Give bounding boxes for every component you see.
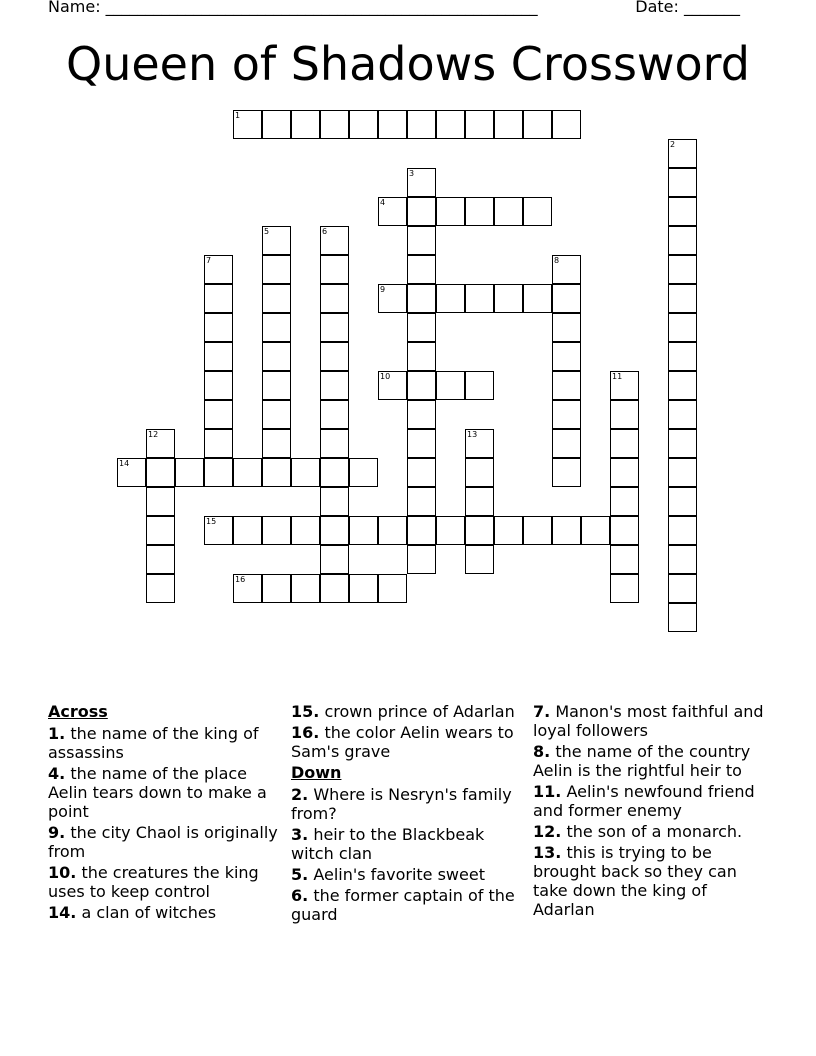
clue-down-12 — [533, 822, 773, 841]
cell-number: 11 — [612, 372, 623, 381]
grid-cell[interactable] — [581, 516, 610, 545]
grid-cell[interactable] — [668, 255, 697, 284]
grid-cell[interactable] — [668, 342, 697, 371]
clue-number: 11. — [533, 782, 562, 801]
grid-cell[interactable] — [436, 371, 465, 400]
clue-down-11 — [533, 782, 773, 820]
grid-cell[interactable] — [668, 516, 697, 545]
clue-number: 10. — [48, 863, 77, 882]
grid-cell[interactable] — [262, 574, 291, 603]
cell-number: 2 — [670, 140, 676, 149]
grid-cell[interactable] — [610, 429, 639, 458]
clue-text: the color Aelin wears to Sam's grave — [291, 723, 514, 761]
clue-text: the former captain of the guard — [291, 886, 515, 924]
clue-across-4 — [48, 764, 280, 821]
grid-cell[interactable] — [523, 516, 552, 545]
grid-cell[interactable] — [407, 545, 436, 574]
grid-cell[interactable] — [494, 516, 523, 545]
header — [48, 0, 740, 19]
cell-number: 10 — [380, 372, 391, 381]
grid-cell[interactable] — [320, 284, 349, 313]
clue-number: 9. — [48, 823, 66, 842]
grid-cell[interactable] — [146, 487, 175, 516]
cell-number: 6 — [322, 227, 328, 236]
grid-cell[interactable] — [262, 400, 291, 429]
grid-cell[interactable] — [668, 487, 697, 516]
crossword-grid — [117, 110, 699, 634]
grid-cell[interactable] — [320, 110, 349, 139]
grid-cell[interactable] — [378, 516, 407, 545]
clues-column-2 — [291, 702, 523, 926]
grid-cell[interactable] — [378, 197, 407, 226]
grid-cell[interactable] — [407, 313, 436, 342]
grid-cell[interactable] — [378, 371, 407, 400]
clue-down-2 — [291, 785, 523, 823]
grid-cell[interactable] — [465, 516, 494, 545]
grid-cell[interactable] — [407, 487, 436, 516]
grid-cell[interactable] — [552, 516, 581, 545]
grid-cell[interactable] — [610, 516, 639, 545]
down-heading: Down — [291, 763, 342, 782]
grid-cell[interactable] — [668, 284, 697, 313]
grid-cell[interactable] — [552, 458, 581, 487]
grid-cell[interactable] — [204, 284, 233, 313]
grid-cell[interactable] — [204, 371, 233, 400]
grid-cell[interactable] — [552, 255, 581, 284]
grid-cell[interactable] — [146, 516, 175, 545]
clue-text: Where is Nesryn's family from? — [291, 785, 512, 823]
grid-cell[interactable] — [407, 255, 436, 284]
clue-number: 6. — [291, 886, 309, 905]
cell-number: 14 — [119, 459, 130, 468]
grid-cell[interactable] — [320, 545, 349, 574]
grid-cell[interactable] — [204, 342, 233, 371]
clue-number: 14. — [48, 903, 77, 922]
grid-cell[interactable] — [146, 545, 175, 574]
grid-cell[interactable] — [262, 516, 291, 545]
grid-cell[interactable] — [349, 516, 378, 545]
grid-cell[interactable] — [668, 603, 697, 632]
date-field-line[interactable]: Date: _______ — [635, 0, 740, 16]
grid-cell[interactable] — [494, 284, 523, 313]
clue-down-13 — [533, 843, 773, 919]
grid-cell[interactable] — [552, 284, 581, 313]
clue-text: a clan of witches — [81, 903, 217, 922]
grid-cell[interactable] — [320, 487, 349, 516]
grid-cell[interactable] — [552, 371, 581, 400]
grid-cell[interactable] — [320, 226, 349, 255]
clue-text: Aelin's favorite sweet — [313, 865, 485, 884]
clue-text: the city Chaol is originally from — [48, 823, 278, 861]
grid-cell[interactable] — [262, 255, 291, 284]
clue-text: Manon's most faithful and loyal followers — [533, 702, 764, 740]
grid-cell[interactable] — [233, 574, 262, 603]
grid-cell[interactable] — [465, 284, 494, 313]
grid-cell[interactable] — [668, 400, 697, 429]
grid-cell[interactable] — [436, 197, 465, 226]
grid-cell[interactable] — [320, 429, 349, 458]
name-field-line[interactable]: Name: ______________________________________________________ — [48, 0, 538, 16]
cell-number: 9 — [380, 285, 386, 294]
grid-cell[interactable] — [407, 429, 436, 458]
grid-cell[interactable] — [262, 342, 291, 371]
grid-cell[interactable] — [668, 226, 697, 255]
grid-cell[interactable] — [233, 458, 262, 487]
grid-cell[interactable] — [262, 226, 291, 255]
clue-text: heir to the Blackbeak witch clan — [291, 825, 485, 863]
grid-cell[interactable] — [204, 429, 233, 458]
cell-number: 4 — [380, 198, 386, 207]
grid-cell[interactable] — [668, 574, 697, 603]
clues-column-1 — [48, 702, 280, 924]
clue-across-9 — [48, 823, 280, 861]
clue-number: 4. — [48, 764, 66, 783]
grid-cell[interactable] — [407, 226, 436, 255]
clue-across-15 — [291, 702, 523, 721]
grid-cell[interactable] — [262, 284, 291, 313]
grid-cell[interactable] — [204, 516, 233, 545]
grid-cell[interactable] — [407, 516, 436, 545]
clue-down-7 — [533, 702, 773, 740]
grid-cell[interactable] — [349, 574, 378, 603]
clue-number: 5. — [291, 865, 309, 884]
grid-cell[interactable] — [552, 342, 581, 371]
grid-cell[interactable] — [204, 255, 233, 284]
grid-cell[interactable] — [320, 342, 349, 371]
cell-number: 5 — [264, 227, 270, 236]
cell-number: 3 — [409, 169, 415, 178]
grid-cell[interactable] — [668, 168, 697, 197]
grid-cell[interactable] — [668, 313, 697, 342]
clue-text: this is trying to be brought back so they can take down the king of Adarlan — [533, 843, 737, 919]
grid-cell[interactable] — [175, 458, 204, 487]
page-title: Queen of Shadows Crossword — [66, 37, 750, 91]
grid-cell[interactable] — [291, 574, 320, 603]
grid-cell[interactable] — [349, 110, 378, 139]
cell-number: 1 — [235, 111, 241, 120]
clue-number: 12. — [533, 822, 562, 841]
cell-number: 13 — [467, 430, 478, 439]
grid-cell[interactable] — [610, 458, 639, 487]
clue-across-10 — [48, 863, 280, 901]
grid-cell[interactable] — [668, 197, 697, 226]
grid-cell[interactable] — [378, 110, 407, 139]
grid-cell[interactable] — [465, 545, 494, 574]
grid-cell[interactable] — [610, 545, 639, 574]
grid-cell[interactable] — [465, 371, 494, 400]
clues-column-3 — [533, 702, 773, 921]
grid-cell[interactable] — [523, 110, 552, 139]
grid-cell[interactable] — [117, 458, 146, 487]
clue-text: the creatures the king uses to keep control — [48, 863, 259, 901]
cell-number: 7 — [206, 256, 212, 265]
grid-cell[interactable] — [320, 400, 349, 429]
grid-cell[interactable] — [610, 487, 639, 516]
grid-cell[interactable] — [349, 458, 378, 487]
grid-cell[interactable] — [494, 110, 523, 139]
grid-cell[interactable] — [407, 110, 436, 139]
grid-cell[interactable] — [291, 110, 320, 139]
grid-cell[interactable] — [523, 284, 552, 313]
grid-cell[interactable] — [465, 110, 494, 139]
grid-cell[interactable] — [320, 516, 349, 545]
cell-number: 8 — [554, 256, 560, 265]
clue-text: Aelin's newfound friend and former enemy — [533, 782, 755, 820]
grid-cell[interactable] — [668, 545, 697, 574]
grid-cell[interactable] — [291, 458, 320, 487]
grid-cell[interactable] — [378, 284, 407, 313]
grid-cell[interactable] — [465, 429, 494, 458]
across-heading: Across — [48, 702, 108, 721]
clue-number: 13. — [533, 843, 562, 862]
grid-cell[interactable] — [407, 458, 436, 487]
grid-cell[interactable] — [465, 487, 494, 516]
grid-cell[interactable] — [204, 400, 233, 429]
clue-text: crown prince of Adarlan — [324, 702, 515, 721]
grid-cell[interactable] — [436, 110, 465, 139]
clue-number: 16. — [291, 723, 320, 742]
clue-text: the son of a monarch. — [566, 822, 743, 841]
grid-cell[interactable] — [204, 458, 233, 487]
grid-cell[interactable] — [320, 255, 349, 284]
grid-cell[interactable] — [436, 516, 465, 545]
clue-text: the name of the king of assassins — [48, 724, 259, 762]
clue-number: 15. — [291, 702, 320, 721]
grid-cell[interactable] — [146, 458, 175, 487]
grid-cell[interactable] — [407, 168, 436, 197]
grid-cell[interactable] — [233, 516, 262, 545]
cell-number: 16 — [235, 575, 246, 584]
grid-cell[interactable] — [465, 458, 494, 487]
grid-cell[interactable] — [262, 458, 291, 487]
clue-number: 7. — [533, 702, 551, 721]
grid-cell[interactable] — [320, 371, 349, 400]
grid-cell[interactable] — [668, 371, 697, 400]
grid-cell[interactable] — [146, 574, 175, 603]
cell-number: 12 — [148, 430, 159, 439]
grid-cell[interactable] — [262, 110, 291, 139]
grid-cell[interactable] — [610, 371, 639, 400]
clue-down-8 — [533, 742, 773, 780]
clue-number: 3. — [291, 825, 309, 844]
grid-cell[interactable] — [552, 400, 581, 429]
grid-cell[interactable] — [407, 342, 436, 371]
grid-cell[interactable] — [233, 110, 262, 139]
grid-cell[interactable] — [668, 458, 697, 487]
grid-cell[interactable] — [262, 429, 291, 458]
clue-number: 8. — [533, 742, 551, 761]
grid-cell[interactable] — [262, 313, 291, 342]
grid-cell[interactable] — [436, 284, 465, 313]
clue-number: 2. — [291, 785, 309, 804]
grid-cell[interactable] — [465, 197, 494, 226]
clue-across-16 — [291, 723, 523, 761]
grid-cell[interactable] — [610, 400, 639, 429]
clue-text: the name of the place Aelin tears down to make a point — [48, 764, 267, 821]
clue-text: the name of the country Aelin is the rightful heir to — [533, 742, 751, 780]
grid-cell[interactable] — [552, 313, 581, 342]
grid-cell[interactable] — [610, 574, 639, 603]
grid-cell[interactable] — [668, 139, 697, 168]
clue-down-3 — [291, 825, 523, 863]
grid-cell[interactable] — [407, 284, 436, 313]
grid-cell[interactable] — [407, 197, 436, 226]
grid-cell[interactable] — [552, 429, 581, 458]
clue-across-1 — [48, 724, 280, 762]
grid-cell[interactable] — [378, 574, 407, 603]
grid-cell[interactable] — [523, 197, 552, 226]
grid-cell[interactable] — [320, 313, 349, 342]
clue-across-14 — [48, 903, 280, 922]
clue-down-6 — [291, 886, 523, 924]
grid-cell[interactable] — [262, 371, 291, 400]
grid-cell[interactable] — [146, 429, 175, 458]
grid-cell[interactable] — [552, 110, 581, 139]
grid-cell[interactable] — [407, 400, 436, 429]
grid-cell[interactable] — [320, 458, 349, 487]
grid-cell[interactable] — [494, 197, 523, 226]
grid-cell[interactable] — [291, 516, 320, 545]
grid-cell[interactable] — [668, 429, 697, 458]
grid-cell[interactable] — [204, 313, 233, 342]
cell-number: 15 — [206, 517, 217, 526]
grid-cell[interactable] — [407, 371, 436, 400]
clue-number: 1. — [48, 724, 66, 743]
clue-down-5 — [291, 865, 523, 884]
grid-cell[interactable] — [320, 574, 349, 603]
